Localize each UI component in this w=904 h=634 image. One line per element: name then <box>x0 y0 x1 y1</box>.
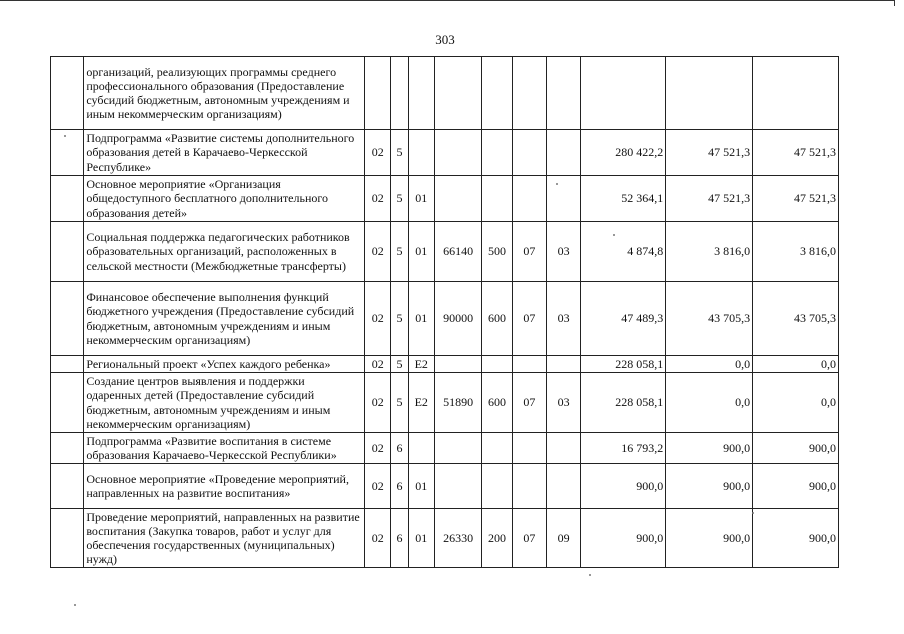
amount-year1-cell <box>581 57 666 130</box>
table-row <box>51 373 839 433</box>
code-subprogram-cell: 5 <box>391 282 408 356</box>
row-marker-cell <box>51 509 84 568</box>
scan-speck <box>556 183 558 185</box>
table-row <box>51 176 839 222</box>
code-measure-cell: 01 <box>408 464 434 509</box>
amount-year2-cell: 47 521,3 <box>666 176 753 222</box>
amount-year1-cell: 47 489,3 <box>581 282 666 356</box>
amount-year2-cell: 900,0 <box>666 464 753 509</box>
amount-year1-cell: 900,0 <box>581 509 666 568</box>
item-name-cell: Подпрограмма «Развитие системы дополнительного образования детей в Карачаево-Черкесской Республике» <box>84 130 365 176</box>
code-section-cell <box>512 464 546 509</box>
code-section-cell: 07 <box>512 509 546 568</box>
code-subsection-cell <box>546 433 580 464</box>
budget-table-body <box>51 57 839 568</box>
code-subprogram-cell: 5 <box>391 222 408 282</box>
code-direction-cell: 66140 <box>434 222 481 282</box>
code-program-cell: 02 <box>365 356 391 373</box>
code-measure-cell: 01 <box>408 282 434 356</box>
amount-year2-cell: 3 816,0 <box>666 222 753 282</box>
code-program-cell: 02 <box>365 373 391 433</box>
item-name-cell: Финансовое обеспечение выполнения функций бюджетного учреждения (Предоставление субсидий бюджетным, автономным учреждениям и иным некоммерческим организациям) <box>84 282 365 356</box>
table-row <box>51 464 839 509</box>
code-expense-type-cell <box>482 356 512 373</box>
code-direction-cell <box>434 356 481 373</box>
amount-year3-cell: 43 705,3 <box>753 282 839 356</box>
code-expense-type-cell: 200 <box>482 509 512 568</box>
code-subsection-cell <box>546 176 580 222</box>
item-name-cell: Проведение мероприятий, направленных на развитие воспитания (Закупка товаров, работ и услуг для обеспечения государственных (муниципальных) нужд) <box>84 509 365 568</box>
amount-year3-cell <box>753 57 839 130</box>
item-name-cell: Подпрограмма «Развитие воспитания в системе образования Карачаево-Черкесской Республики» <box>84 433 365 464</box>
code-direction-cell <box>434 130 481 176</box>
amount-year3-cell: 3 816,0 <box>753 222 839 282</box>
amount-year1-cell: 280 422,2 <box>581 130 666 176</box>
code-subprogram-cell: 5 <box>391 130 408 176</box>
scan-speck <box>74 604 76 606</box>
amount-year2-cell <box>666 57 753 130</box>
amount-year1-cell: 228 058,1 <box>581 356 666 373</box>
row-marker-cell <box>51 373 84 433</box>
code-measure-cell: 01 <box>408 176 434 222</box>
item-name-cell: Социальная поддержка педагогических работников образовательных организаций, расположенных в сельской местности (Межбюджетные трансферты) <box>84 222 365 282</box>
code-expense-type-cell <box>482 57 512 130</box>
row-marker-cell <box>51 176 84 222</box>
amount-year3-cell: 47 521,3 <box>753 176 839 222</box>
amount-year3-cell: 900,0 <box>753 509 839 568</box>
code-measure-cell: 01 <box>408 509 434 568</box>
row-marker-cell <box>51 130 84 176</box>
amount-year2-cell: 900,0 <box>666 433 753 464</box>
code-subsection-cell <box>546 130 580 176</box>
code-expense-type-cell <box>482 130 512 176</box>
code-direction-cell <box>434 464 481 509</box>
code-expense-type-cell <box>482 433 512 464</box>
code-subprogram-cell <box>391 57 408 130</box>
code-section-cell: 07 <box>512 373 546 433</box>
code-section-cell <box>512 176 546 222</box>
code-direction-cell: 26330 <box>434 509 481 568</box>
page-number: 303 <box>435 32 455 47</box>
row-marker-cell <box>51 222 84 282</box>
scan-speck <box>64 135 66 137</box>
amount-year3-cell: 0,0 <box>753 356 839 373</box>
code-direction-cell <box>434 176 481 222</box>
code-measure-cell <box>408 130 434 176</box>
code-measure-cell <box>408 57 434 130</box>
code-program-cell: 02 <box>365 282 391 356</box>
code-section-cell: 07 <box>512 222 546 282</box>
code-direction-cell <box>434 57 481 130</box>
scan-speck <box>589 574 591 576</box>
code-expense-type-cell: 500 <box>482 222 512 282</box>
page-top-border <box>0 0 895 4</box>
amount-year2-cell: 43 705,3 <box>666 282 753 356</box>
code-program-cell: 02 <box>365 464 391 509</box>
amount-year1-cell: 52 364,1 <box>581 176 666 222</box>
amount-year1-cell: 16 793,2 <box>581 433 666 464</box>
code-subprogram-cell: 6 <box>391 433 408 464</box>
item-name-cell: Основное мероприятие «Организация общедоступного бесплатного дополнительного образования детей» <box>84 176 365 222</box>
amount-year1-cell: 228 058,1 <box>581 373 666 433</box>
code-subprogram-cell: 6 <box>391 464 408 509</box>
code-program-cell: 02 <box>365 130 391 176</box>
code-subprogram-cell: 5 <box>391 176 408 222</box>
code-direction-cell <box>434 433 481 464</box>
amount-year2-cell: 0,0 <box>666 373 753 433</box>
code-section-cell <box>512 433 546 464</box>
code-section-cell <box>512 130 546 176</box>
code-subsection-cell <box>546 464 580 509</box>
code-expense-type-cell <box>482 464 512 509</box>
code-program-cell: 02 <box>365 509 391 568</box>
row-marker-cell <box>51 433 84 464</box>
code-subprogram-cell: 6 <box>391 509 408 568</box>
amount-year1-cell: 4 874,8 <box>581 222 666 282</box>
code-expense-type-cell: 600 <box>482 282 512 356</box>
amount-year2-cell: 47 521,3 <box>666 130 753 176</box>
code-subsection-cell: 09 <box>546 509 580 568</box>
table-row <box>51 130 839 176</box>
code-section-cell: 07 <box>512 282 546 356</box>
code-direction-cell: 51890 <box>434 373 481 433</box>
amount-year3-cell: 0,0 <box>753 373 839 433</box>
amount-year2-cell: 0,0 <box>666 356 753 373</box>
code-subprogram-cell: 5 <box>391 356 408 373</box>
budget-table <box>50 56 839 568</box>
code-program-cell <box>365 57 391 130</box>
item-name-cell: Региональный проект «Успех каждого ребенка» <box>84 356 365 373</box>
amount-year3-cell: 900,0 <box>753 433 839 464</box>
code-measure-cell: E2 <box>408 356 434 373</box>
scan-speck <box>752 512 754 514</box>
table-row <box>51 356 839 373</box>
code-expense-type-cell <box>482 176 512 222</box>
row-marker-cell <box>51 464 84 509</box>
row-marker-cell <box>51 356 84 373</box>
code-subsection-cell <box>546 57 580 130</box>
code-measure-cell: 01 <box>408 222 434 282</box>
amount-year3-cell: 900,0 <box>753 464 839 509</box>
code-section-cell <box>512 356 546 373</box>
code-direction-cell: 90000 <box>434 282 481 356</box>
amount-year2-cell: 900,0 <box>666 509 753 568</box>
code-subsection-cell <box>546 356 580 373</box>
amount-year1-cell: 900,0 <box>581 464 666 509</box>
code-subsection-cell: 03 <box>546 282 580 356</box>
table-row <box>51 222 839 282</box>
code-subprogram-cell: 5 <box>391 373 408 433</box>
code-program-cell: 02 <box>365 433 391 464</box>
code-subsection-cell: 03 <box>546 373 580 433</box>
code-measure-cell <box>408 433 434 464</box>
code-section-cell <box>512 57 546 130</box>
table-row <box>51 509 839 568</box>
code-expense-type-cell: 600 <box>482 373 512 433</box>
item-name-cell: организаций, реализующих программы среднего профессионального образования (Предоставление субсидий бюджетным, автономным учреждениям и иным некоммерческим организациям) <box>84 57 365 130</box>
table-row <box>51 282 839 356</box>
code-program-cell: 02 <box>365 222 391 282</box>
amount-year3-cell: 47 521,3 <box>753 130 839 176</box>
row-marker-cell <box>51 282 84 356</box>
code-measure-cell: E2 <box>408 373 434 433</box>
table-row <box>51 433 839 464</box>
table-row <box>51 57 839 130</box>
scan-speck <box>613 234 615 236</box>
item-name-cell: Основное мероприятие «Проведение мероприятий, направленных на развитие воспитания» <box>84 464 365 509</box>
item-name-cell: Создание центров выявления и поддержки одаренных детей (Предоставление субсидий бюджетным, автономным учреждениям и иным некоммерческим организациям) <box>84 373 365 433</box>
code-program-cell: 02 <box>365 176 391 222</box>
code-subsection-cell: 03 <box>546 222 580 282</box>
row-marker-cell <box>51 57 84 130</box>
